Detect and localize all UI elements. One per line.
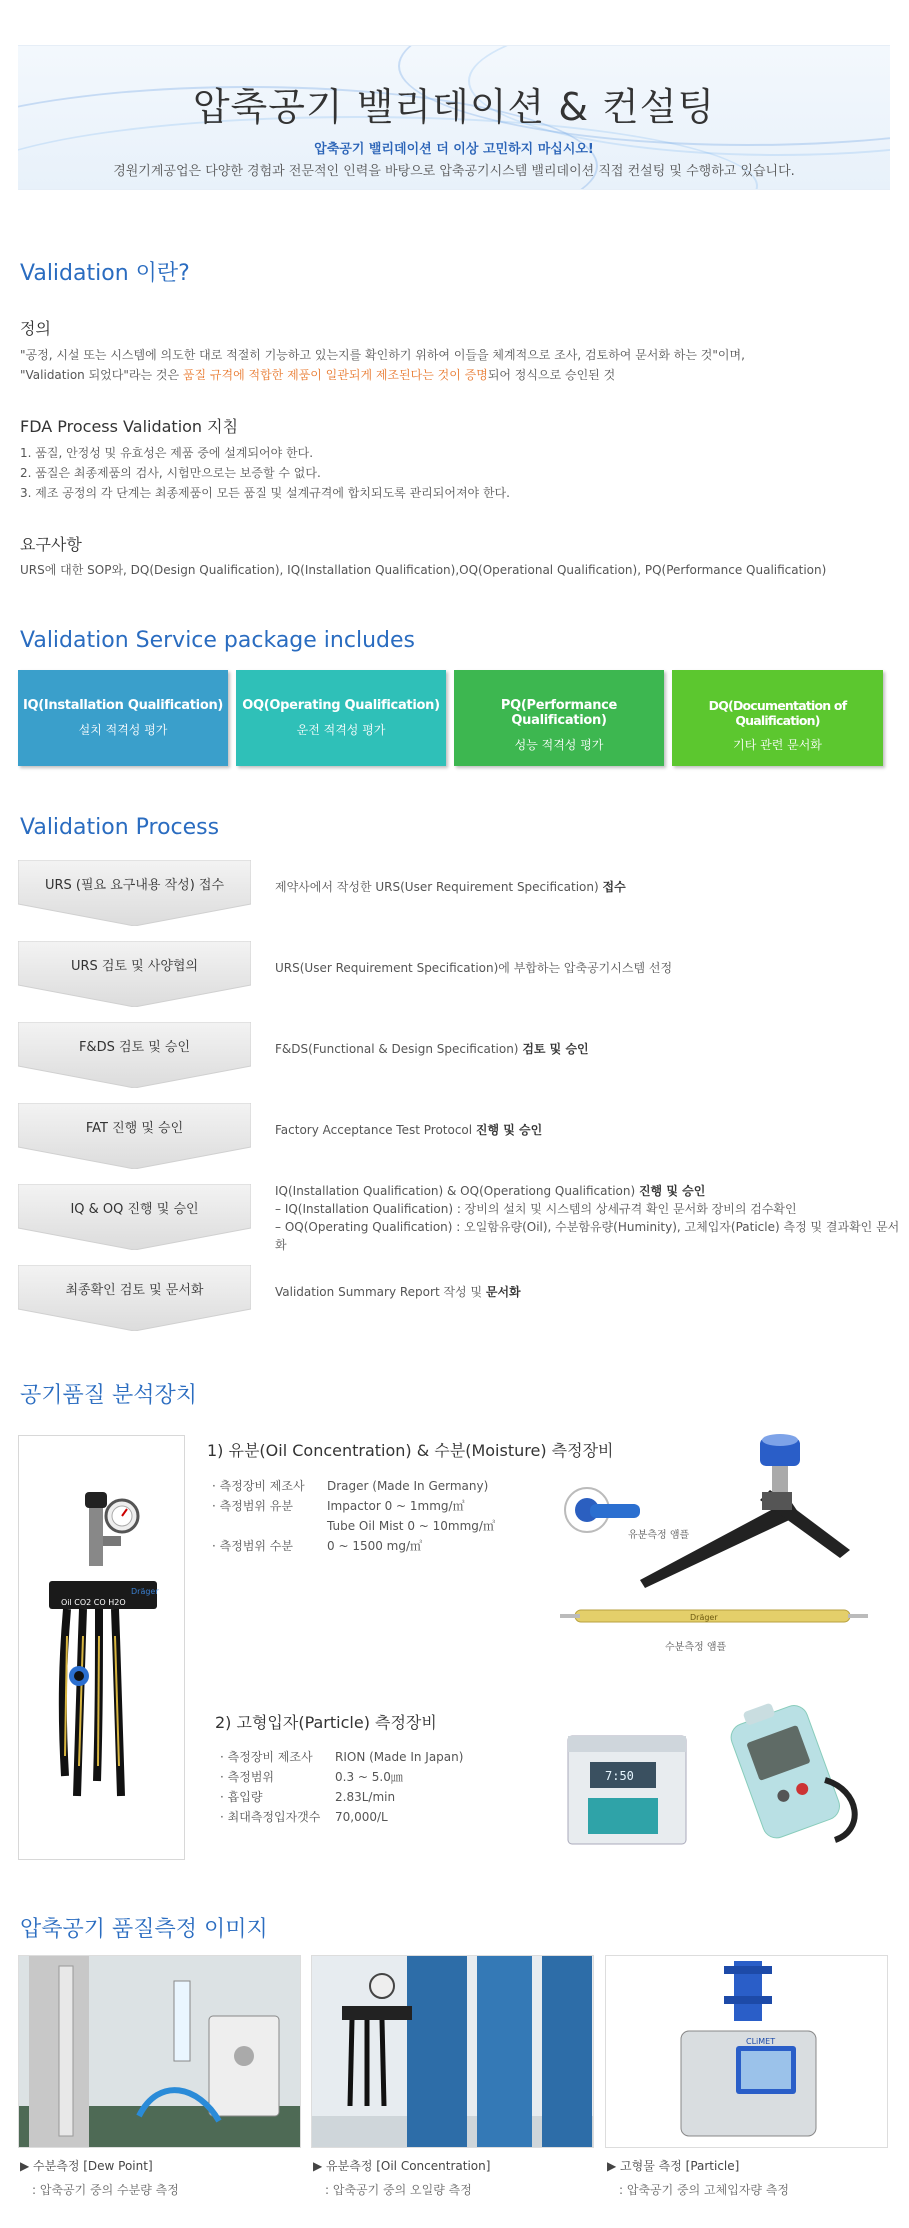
process-step-label: URS (필요 요구내용 작성) 접수 (44, 878, 225, 893)
spec-value: Tube Oil Mist 0 ~ 10mmg/㎥ (327, 1519, 495, 1533)
step-arrow-shape (18, 860, 251, 926)
package-desc: 기타 관련 문서화 (733, 738, 822, 752)
process-step-description: Validation Summary Report 작성 및 문서화 (275, 1285, 521, 1299)
definition-line-1: "공정, 시설 또는 시스템에 의도한 대로 적절히 기능하고 있는지를 확인하기 위하여 이들을 체계적으로 조사, 검토하여 문서화 하는 것"이며, (20, 348, 745, 362)
process-step-description: URS(User Requirement Specification)에 부합하는 압축공기시스템 선정 (275, 961, 673, 975)
spec-value: Drager (Made In Germany) (327, 1479, 489, 1493)
spec-value: RION (Made In Japan) (335, 1750, 464, 1764)
spec-key (212, 1516, 327, 1536)
photo-caption-sub: : 압축공기 중의 수분량 측정 (32, 2183, 179, 2197)
process-step (18, 1265, 251, 1331)
spec-key: · 측정장비 제조사 (220, 1750, 313, 1764)
step-arrow-shape (18, 1103, 251, 1169)
photo-oil-concentration (311, 1955, 594, 2148)
package-name: PQ(Performance Qualification) (500, 698, 618, 728)
oil-ampoule-label: 유분측정 앰플 (628, 1530, 690, 1541)
photo-caption: ▶ 유분측정 [Oil Concentration] (313, 2159, 491, 2173)
definition-text (20, 345, 880, 385)
package-oq (236, 670, 446, 766)
definition-heading: 정의 (20, 319, 51, 338)
spec-value: 0.3 ~ 5.0㎛ (335, 1770, 403, 1784)
detector-gas-labels: Oil CO2 CO H2O (61, 1598, 126, 1607)
spec-value: 0 ~ 1500 mg/㎥ (327, 1539, 423, 1553)
photo-caption: ▶ 고형물 측정 [Particle] (607, 2159, 740, 2173)
fda-item: 1. 품질, 안정성 및 유효성은 제품 중에 설계되어야 한다. (20, 446, 314, 460)
step-arrow-shape (18, 1184, 251, 1250)
process-step-description: 제약사에서 작성한 URS(User Requirement Specification) 접수 (275, 880, 626, 894)
particle-counter-image (560, 1700, 880, 1850)
page-title: 압축공기 밸리데이션 & 컨설팅 (192, 85, 716, 129)
process-step (18, 1103, 251, 1169)
fda-list (20, 443, 880, 503)
spec-value: 70,000/L (335, 1810, 388, 1824)
definition-line-2: "Validation 되었다"라는 것은 품질 규격에 적합한 제품이 일관되게 제조된다는 것이 증명되어 정식으로 승인된 것 (20, 368, 616, 382)
spec-key: · 측정범위 유분 (212, 1499, 293, 1513)
spec-key: · 측정범위 (220, 1770, 274, 1784)
spec-row (212, 1536, 495, 1556)
photo-particle (605, 1955, 888, 2148)
section-title-equipment: 공기품질 분석장치 (20, 1383, 198, 1408)
particle-photo (606, 1956, 888, 2148)
spec-row (212, 1516, 495, 1536)
moisture-ampoule-label: 수분측정 앰플 (665, 1642, 727, 1653)
spec-key: · 측정장비 제조사 (212, 1479, 305, 1493)
process-step-label: URS 검토 및 사양협의 (70, 959, 199, 974)
requirements-heading: 요구사항 (20, 535, 82, 554)
equipment-2-specs (220, 1747, 463, 1827)
process-step-detail: – OQ(Operating Qualification) : 오일함유량(Oil), 수분함유량(Huminity), 고체입자(Paticle) 측정 및 결과확인 문서화 (275, 1220, 900, 1252)
requirements-text: URS에 대한 SOP와, DQ(Design Qualification), IQ(Installation Qualification),OQ(Operational Qualification), PQ(Performance Qualification) (20, 563, 827, 577)
equipment-1-heading: 1) 유분(Oil Concentration) & 수분(Moisture) 측정장비 (207, 1441, 614, 1460)
section-title-packages: Validation Service package includes (20, 628, 415, 653)
package-name: OQ(Operating Qualification) (242, 698, 440, 713)
spec-value: 2.83L/min (335, 1790, 396, 1804)
equipment-2-heading: 2) 고형입자(Particle) 측정장비 (215, 1713, 437, 1732)
step-arrow-shape (18, 1022, 251, 1088)
package-desc: 설치 적격성 평가 (78, 723, 168, 737)
spec-key: · 최대측정입자갯수 (220, 1810, 321, 1824)
process-step-label: FAT 진행 및 승인 (85, 1121, 184, 1136)
spec-row (220, 1767, 463, 1787)
oil-co2-co-h2o-detector-image (19, 1436, 184, 1859)
section-title-process: Validation Process (20, 815, 220, 840)
section-title-photos: 압축공기 품질측정 이미지 (20, 1917, 268, 1942)
gas-detector-image-box (18, 1435, 185, 1860)
process-step-label: IQ & OQ 진행 및 승인 (70, 1202, 199, 1217)
counter-display-value: 7:50 (605, 1769, 634, 1783)
spec-row (212, 1476, 495, 1496)
process-step (18, 1184, 251, 1250)
spec-key: · 흡입량 (220, 1790, 263, 1804)
photo-caption-sub: : 압축공기 중의 고체입자량 측정 (619, 2183, 789, 2197)
package-desc: 성능 적격성 평가 (514, 738, 604, 752)
spec-key: · 측정범위 수분 (212, 1539, 293, 1553)
process-step-label: 최종확인 검토 및 문서화 (65, 1283, 204, 1298)
process-step-description: Factory Acceptance Test Protocol 진행 및 승인 (275, 1123, 543, 1137)
climet-label: CLiMET (746, 2037, 776, 2046)
section-title-about: Validation 이란? (20, 261, 190, 286)
photo-caption-sub: : 압축공기 중의 오일량 측정 (325, 2183, 472, 2197)
photo-caption: ▶ 수분측정 [Dew Point] (20, 2159, 153, 2173)
spec-row (220, 1807, 463, 1827)
dew-point-photo (19, 1956, 301, 2148)
process-step-description: F&DS(Functional & Design Specification) 검토 및 승인 (275, 1042, 589, 1056)
process-step-label: F&DS 검토 및 승인 (78, 1040, 191, 1055)
process-step (18, 1022, 251, 1088)
package-name: IQ(Installation Qualification) (22, 698, 224, 713)
fda-item: 3. 제조 공정의 각 단계는 최종제품이 모든 품질 및 설계규격에 합치되도록 관리되어져야 한다. (20, 486, 510, 500)
spec-value: Impactor 0 ~ 1mmg/㎥ (327, 1499, 465, 1513)
spec-row (220, 1787, 463, 1807)
fda-item: 2. 품질은 최종제품의 검사, 시험만으로는 보증할 수 없다. (20, 466, 321, 480)
definition-highlight: 품질 규격에 적합한 제품이 일관되게 제조된다는 것이 증명 (182, 368, 488, 382)
spec-row (220, 1747, 463, 1767)
package-desc: 운전 적격성 평가 (296, 723, 386, 737)
banner-subtitle: 압축공기 밸리데이션 더 이상 고민하지 마십시오! (314, 142, 594, 157)
process-step-detail: – IQ(Installation Qualification) : 장비의 설치 및 시스템의 상세규격 확인 문서화 장비의 검수확인 (275, 1202, 797, 1216)
package-dq (672, 670, 883, 766)
process-step-description: IQ(Installation Qualification) & OQ(Operationg Qualification) 진행 및 승인 – IQ(Installation Qualification) : 장비의 설치 및 시스템의 상세규격 확인 문서화 장비의 검수확인 – OQ(Operating Qualification) : 오일함유량(Oil), 수분함유량(Huminity), 고체입자(Paticle) 측정 및 결과확인 문서화 (275, 1182, 909, 1254)
photo-dew-point (18, 1955, 301, 2148)
header-banner (18, 45, 890, 190)
spec-row (212, 1496, 495, 1516)
oil-moisture-ampoule-image (550, 1430, 880, 1670)
step-arrow-shape (18, 1265, 251, 1331)
banner-description: 경원기계공업은 다양한 경험과 전문적인 인력을 바탕으로 압축공기시스템 밸리데이션 직접 컨설팅 및 수행하고 있습니다. (113, 164, 795, 179)
fda-heading: FDA Process Validation 지침 (20, 417, 239, 436)
drager-brand-label: Dräger (131, 1587, 159, 1596)
equipment-1-specs (212, 1476, 495, 1556)
oil-concentration-photo (312, 1956, 594, 2148)
package-iq (18, 670, 228, 766)
moisture-tube-brand: Dräger (690, 1613, 718, 1622)
process-step (18, 860, 251, 926)
package-name: DQ(Documentation of Qualification) (708, 698, 847, 728)
process-step (18, 941, 251, 1007)
step-arrow-shape (18, 941, 251, 1007)
package-pq (454, 670, 664, 766)
